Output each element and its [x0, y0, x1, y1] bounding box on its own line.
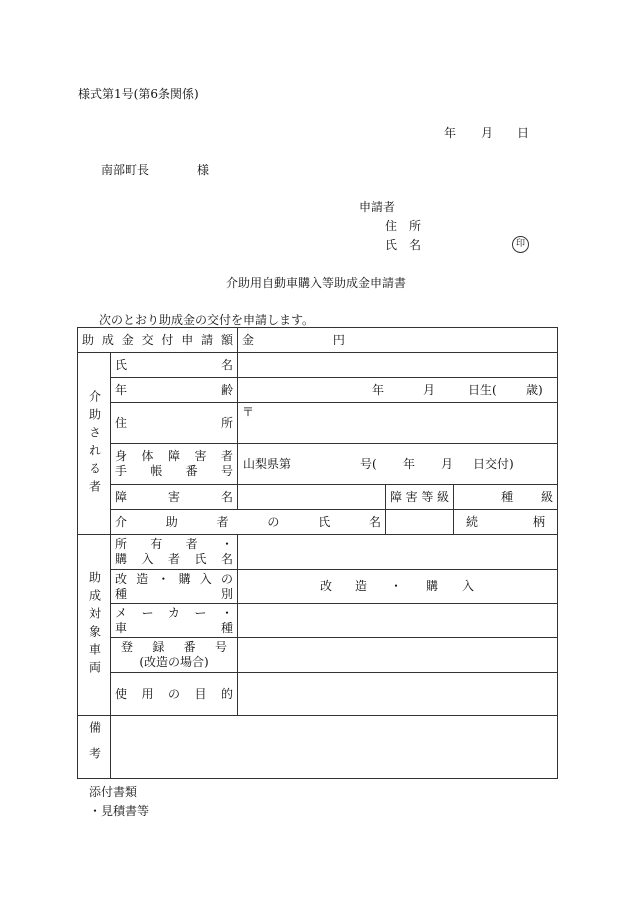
registration-field[interactable] [238, 638, 558, 673]
type-modify: 改 [320, 579, 333, 593]
handbook-year: 年 [403, 457, 416, 471]
reg-label-line2: (改造の場合) [139, 655, 209, 669]
maker-field[interactable] [238, 604, 558, 638]
intro-text: 次のとおり助成金の交付を申請します。 [99, 313, 315, 327]
application-table [77, 327, 558, 779]
disability-grade-label: 障害等級 [390, 489, 450, 504]
attachments-label: 添付書類 [89, 785, 138, 799]
purpose-field[interactable] [238, 673, 558, 716]
caregivee-group-label: 介助される者 [78, 353, 111, 535]
birth-year: 年 [372, 383, 385, 397]
amount-field[interactable] [238, 328, 558, 353]
type-dot: ・ [390, 579, 403, 593]
date-month: 月 [481, 126, 494, 140]
handbook-number-suffix: 号( [360, 457, 377, 471]
date-day: 日 [517, 126, 530, 140]
caregivee-address-label: 住所 [115, 415, 234, 430]
date-year: 年 [444, 126, 457, 140]
vehicle-group-label: 助成対象車両 [78, 535, 111, 716]
amount-label: 助成金交付申請額 [82, 332, 234, 347]
relationship-label: 続柄 [466, 514, 546, 529]
maker-label-line1: メーカー・ [115, 605, 234, 620]
owner-label-line1: 所有者・ [115, 537, 234, 551]
applicant-label: 申請者 [359, 200, 396, 214]
caregiver-name-field[interactable] [386, 510, 454, 535]
disability-name-field[interactable] [238, 485, 386, 510]
type-label-line2: 種別 [115, 586, 234, 601]
birth-suffix: 日生( [468, 383, 497, 397]
age-unit: 歳) [526, 383, 543, 397]
type-field[interactable] [238, 570, 558, 604]
owner-label-line2: 購入者氏名 [115, 552, 234, 566]
document-title: 介助用自動車購入等助成金申請書 [226, 276, 407, 290]
handbook-month: 月 [441, 457, 454, 471]
amount-row [78, 328, 558, 353]
disability-grade-field[interactable] [454, 485, 558, 510]
owner-field[interactable] [238, 535, 558, 570]
birth-month: 月 [423, 383, 436, 397]
amount-unit: 円 [332, 332, 345, 347]
caregivee-name-label: 氏名 [115, 357, 234, 372]
postal-mark: 〒 [242, 405, 255, 419]
caregivee-address-field[interactable] [238, 403, 558, 444]
applicant-name-label: 氏 名 [385, 238, 422, 252]
addressee: 南部町長 [101, 163, 150, 177]
handbook-label-line2: 手帳番号 [115, 464, 234, 478]
handbook-prefix: 山梨県第 [243, 457, 292, 471]
maker-label-line2: 車種 [115, 620, 234, 635]
remarks-field[interactable] [111, 716, 558, 779]
reg-label-line1: 登録番号 [121, 640, 228, 654]
caregiver-name-label: 介助者の氏名 [115, 514, 382, 529]
caregivee-birth-field[interactable] [238, 378, 558, 403]
amount-prefix: 金 [242, 332, 255, 347]
caregivee-age-label: 年齢 [115, 382, 234, 397]
attachment-item: ・見積書等 [89, 804, 150, 818]
form-number: 様式第1号(第6条関係) [78, 87, 199, 101]
remarks-label: 備考 [78, 716, 111, 779]
grade-type: 種 [501, 489, 514, 504]
disability-name-label: 障害名 [115, 489, 234, 504]
handbook-label-line1: 身体障害者 [115, 449, 234, 463]
applicant-address-label: 住 所 [385, 219, 422, 233]
addressee-honorific: 様 [197, 163, 210, 177]
type-modify-2: 造 [355, 579, 368, 593]
handbook-issue: 日交付) [473, 457, 514, 471]
type-purchase: 購 [426, 579, 439, 593]
caregivee-name-field[interactable] [238, 353, 558, 378]
purpose-label: 使用の目的 [115, 686, 234, 701]
handbook-field[interactable] [238, 444, 558, 485]
type-purchase-2: 入 [462, 579, 475, 593]
type-label-line1: 改造・購入の [115, 571, 234, 586]
seal-icon: 印 [512, 235, 529, 253]
grade-level: 級 [541, 489, 554, 504]
